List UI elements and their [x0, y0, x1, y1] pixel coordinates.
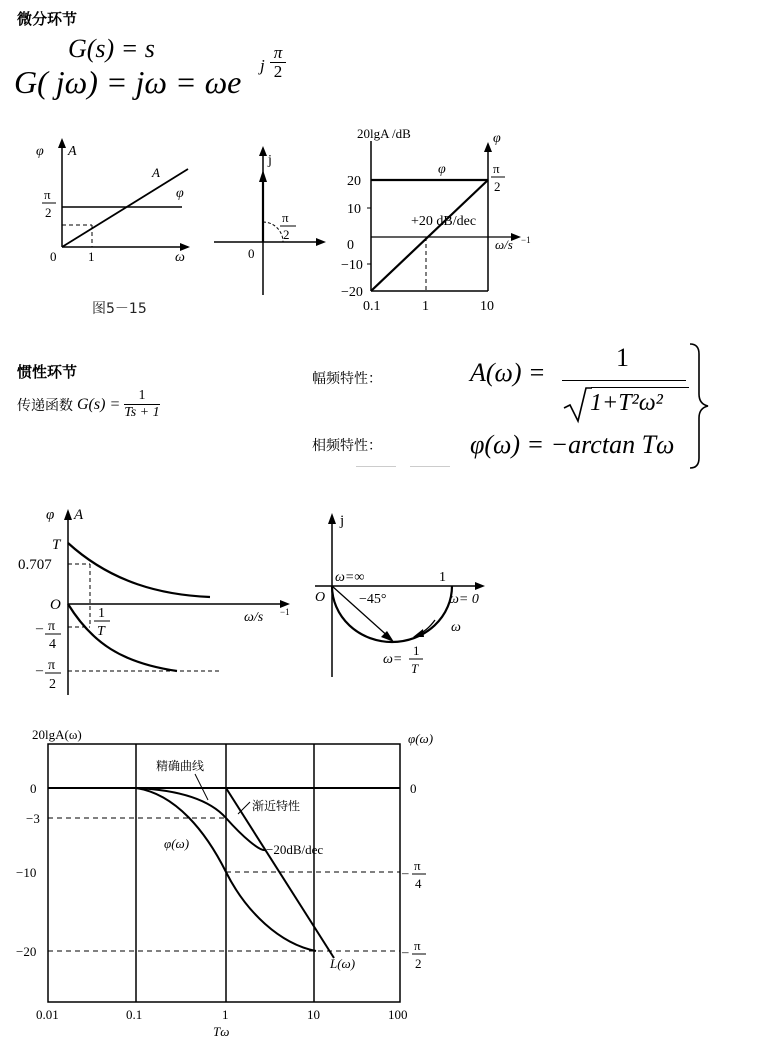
ib-exact-label: 精确曲线: [156, 759, 205, 773]
ip-angle: −45°: [359, 592, 387, 607]
amp-lhs: A(ω) =: [470, 358, 546, 387]
tick-2: 2: [45, 205, 52, 220]
origin: 0: [50, 249, 57, 264]
x-tick-1: 1: [88, 249, 95, 264]
char-pi4-num: π: [48, 619, 56, 634]
bode-y-left: 20lgA /dB: [357, 126, 411, 141]
bode-slope: +20 dB/dec: [411, 214, 477, 229]
section-title-differential: 微分环节: [17, 10, 78, 28]
equation-gs: G(s) = s: [68, 34, 155, 63]
ib-asymptote: [226, 788, 334, 958]
figure-caption: 图5－15: [92, 301, 147, 317]
transfer-function: [17, 388, 160, 421]
bode-xtick-2: 10: [480, 299, 494, 314]
ib-y-left: 20lgA(ω): [32, 727, 82, 742]
ip-imag-arrow: [328, 513, 336, 524]
char-O: O: [50, 597, 61, 613]
ib-xtick-0: 0.01: [36, 1007, 59, 1022]
y-label-A: A: [68, 144, 77, 159]
ip-semicircle: [332, 586, 452, 642]
y-axis-arrow: [58, 138, 66, 148]
ip-omega-inf: ω=∞: [335, 570, 365, 585]
angle-den: 2: [283, 227, 290, 242]
char-y-phi: φ: [46, 507, 55, 523]
ip-omega-eq: ω=: [383, 652, 403, 667]
ip-omega0: ω= 0: [449, 592, 479, 607]
diff-polar-plot: [210, 140, 330, 300]
char-pi4-den: 4: [49, 637, 56, 652]
sqrt-path: [564, 388, 592, 421]
diff-bode-plot: [335, 125, 545, 315]
ib-rden-2: 2: [415, 956, 422, 971]
vector-arrow: [259, 170, 267, 182]
tf-den: Ts + 1: [124, 405, 160, 420]
ip-frac-den: T: [411, 661, 419, 676]
inertia-polar-plot: [305, 505, 505, 680]
ip-dir-arrow-head: [413, 629, 424, 637]
curve-A-label: A: [152, 165, 160, 180]
imag-axis-arrow: [259, 146, 267, 156]
tf-frac: [124, 388, 159, 421]
char-x-sup: −1: [280, 607, 290, 617]
polar-origin: 0: [248, 246, 255, 261]
equation-gjw-body: G( jω) = jω = ωe: [14, 64, 242, 100]
A-line: [62, 169, 188, 247]
phase-eq: φ(ω) = −arctan Tω: [470, 430, 675, 459]
ip-omega: ω: [451, 620, 461, 635]
ib-xtick-2: 1: [222, 1007, 229, 1022]
char-0707: 0.707: [18, 557, 52, 573]
y-label-phi: φ: [36, 144, 44, 159]
tf-num: 1: [124, 388, 159, 405]
char-y-A: A: [74, 507, 84, 523]
char-minus2: –: [36, 663, 43, 678]
axis-j: j: [268, 153, 272, 168]
ib-slope: −20dB/dec: [266, 842, 324, 857]
ib-xtick-1: 0.1: [126, 1007, 143, 1022]
equation-exp-frac: [270, 44, 286, 81]
bode-ytick-4: −20: [341, 285, 363, 300]
amp-den: 1+T²ω²: [590, 390, 663, 416]
ib-xtick-4: 100: [388, 1007, 408, 1022]
ib-xtick-3: 10: [307, 1007, 320, 1022]
tf-lhs: G(s) =: [77, 395, 121, 413]
bode-ytick-3: −10: [341, 258, 363, 273]
ib-rpi-2: π: [414, 938, 421, 953]
bode-ytick-1: 10: [347, 202, 361, 217]
ib-rminus-2: –: [402, 944, 409, 959]
inertia-char-plot: [12, 503, 302, 703]
right-brace: [686, 342, 712, 470]
bode-right-den: 2: [494, 179, 501, 194]
equation-exp-den: 2: [273, 62, 283, 81]
ip-axis-j: j: [340, 513, 345, 529]
bode-xtick-0: 0.1: [363, 299, 381, 314]
phase-char-label: 相频特性：: [312, 438, 382, 454]
char-x-num: 1: [98, 606, 105, 621]
ip-real-arrow: [475, 582, 485, 590]
amp-frac-bar: [562, 380, 686, 381]
char-pi2-den: 2: [49, 677, 56, 692]
real-axis-arrow: [316, 238, 326, 246]
bode-y-right: φ: [493, 131, 501, 146]
bode-ytick-2: 0: [347, 238, 354, 253]
angle-arc: [263, 222, 283, 242]
char-minus1: –: [36, 621, 43, 636]
char-pi2-num: π: [48, 658, 56, 673]
sqrt-bar: [591, 387, 689, 388]
char-phi-curve: [68, 604, 177, 671]
char-y-arrow: [64, 509, 72, 520]
bode-phi: φ: [438, 162, 446, 177]
ib-x-label: Tω: [213, 1024, 230, 1039]
char-T: T: [52, 537, 61, 553]
ib-y-right: φ(ω): [408, 731, 434, 746]
bode-right-num: π: [493, 161, 500, 176]
amp-char-label: 幅频特性：: [312, 371, 382, 387]
brace-path: [690, 344, 708, 468]
ib-ltick-0: 0: [30, 781, 37, 796]
tick-pi: π: [44, 187, 51, 202]
tf-label: 传递函数: [17, 397, 73, 414]
ip-O: O: [315, 590, 326, 605]
ib-rden-1: 4: [415, 876, 422, 891]
ib-ltick-1: −3: [26, 811, 40, 826]
ib-phi-label: φ(ω): [164, 836, 190, 851]
char-x-den: T: [97, 624, 105, 639]
angle-num: π: [282, 210, 289, 225]
amp-num: 1: [616, 343, 629, 372]
diff-amplitude-phase-plot: [30, 135, 200, 270]
bode-xtick-1: 1: [422, 299, 429, 314]
bode-ytick-0: 20: [347, 174, 361, 189]
bode-right-arrow: [484, 142, 492, 152]
x-label: ω: [175, 250, 185, 265]
ib-rtick-0: 0: [410, 781, 417, 796]
ib-ltick-3: −20: [16, 944, 37, 959]
ip-one: 1: [439, 570, 446, 585]
ib-rpi-1: π: [414, 858, 421, 873]
sqrt-sign: [562, 384, 592, 424]
bode-x-label-sup: −1: [521, 235, 531, 245]
ib-L-label: L(ω): [330, 956, 356, 971]
divider-b: [410, 466, 450, 467]
ib-ltick-2: −10: [16, 865, 37, 880]
char-A-curve: [68, 543, 210, 597]
section-title-inertia: 惯性环节: [17, 363, 78, 381]
ib-rminus-1: –: [402, 865, 409, 880]
ip-frac-num: 1: [413, 643, 420, 658]
divider-a: [356, 466, 396, 467]
inertia-bode-plot: [10, 722, 450, 1040]
equation-gjw: [14, 64, 241, 101]
curve-phi-label: φ: [176, 186, 184, 201]
equation-exp-j: j: [260, 56, 265, 75]
equation-exp-num: π: [270, 44, 286, 63]
ib-asym-label: 渐近特性: [252, 799, 301, 813]
bode-x-label: ω/s: [495, 237, 513, 252]
bode-mag-line: [371, 180, 488, 291]
char-x-label: ω/s: [244, 610, 264, 625]
